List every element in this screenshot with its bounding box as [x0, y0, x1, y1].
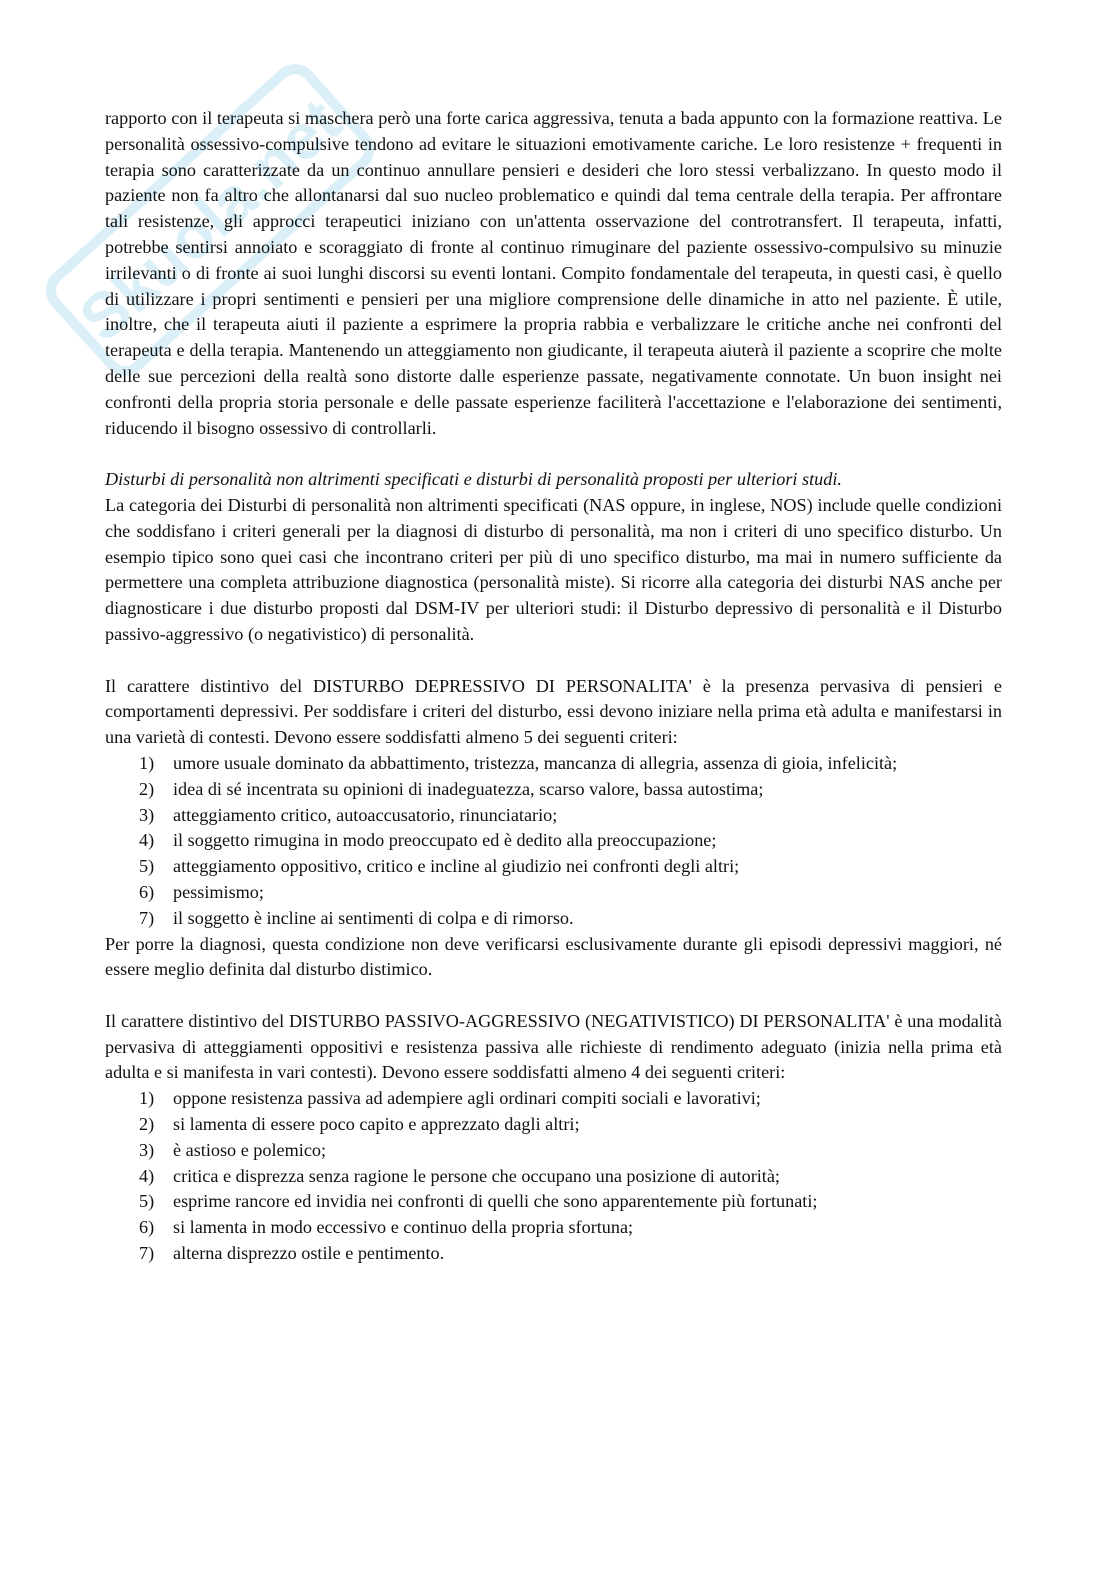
criteria-list-passivo-aggressivo: [105, 1086, 1002, 1267]
list-item: 5) atteggiamento oppositivo, critico e incline al giudizio nei confronti degli altri;: [139, 856, 740, 877]
document-page: [105, 106, 1002, 1267]
paragraph-passivo-aggressivo-intro: Il carattere distintivo del DISTURBO PASSIVO-AGGRESSIVO (NEGATIVISTICO) DI PERSONALITA' è una modalità pervasiva di atteggiamenti oppositivi e resistenza passiva alle richieste di rendimento adeguato (inizia nella prima età adulta e si manifesta in vari contesti). Devono essere soddisfatti almeno 4 dei seguenti criteri:: [105, 1010, 1002, 1083]
list-item: 7) il soggetto è incline ai sentimenti di colpa e di rimorso.: [139, 907, 574, 928]
paragraph-nas: La categoria dei Disturbi di personalità non altrimenti specificati (NAS oppure, in inglese, NOS) include quelle condizioni che soddisfano i criteri generali per la diagnosi di disturbo di personalità, ma non i criteri di uno specifico disturbo. Un esempio tipico sono quei casi che incontrano criteri per più di uno specifico disturbo, ma mai in numero sufficiente da permettere una completa attribuzione diagnostica (personalità miste). Si ricorre alla categoria dei disturbi NAS anche per diagnosticare i due disturbo proposti dal DSM-IV per ulteriori studi: il Disturbo depressivo di personalità e il Disturbo passivo-aggressivo (o negativistico) di personalità.: [105, 494, 1002, 644]
list-item: 5) esprime rancore ed invidia nei confronti di quelli che sono apparentemente più fortunati;: [139, 1191, 818, 1212]
list-item: 2) idea di sé incentrata su opinioni di inadeguatezza, scarso valore, bassa autostima;: [139, 778, 764, 799]
paragraph-depressivo-intro: Il carattere distintivo del DISTURBO DEPRESSIVO DI PERSONALITA' è la presenza pervasiva di pensieri e comportamenti depressivi. Per soddisfare i criteri del disturbo, essi devono iniziare nella prima età adulta e manifestarsi in una varietà di contesti. Devono essere soddisfatti almeno 5 dei seguenti criteri:: [105, 675, 1002, 748]
list-item: 2) si lamenta di essere poco capito e apprezzato dagli altri;: [139, 1114, 580, 1135]
list-item: 6) si lamenta in modo eccessivo e continuo della propria sfortuna;: [139, 1217, 634, 1238]
paragraph-depressivo-outro: Per porre la diagnosi, questa condizione non deve verificarsi esclusivamente durante gli episodi depressivi maggiori, né essere meglio definita dal disturbo distimico.: [105, 933, 1002, 980]
paragraph-ossessivo-therapy: rapporto con il terapeuta si maschera però una forte carica aggressiva, tenuta a bada appunto con la formazione reattiva. Le personalità ossessivo-compulsive tendono ad evitare le situazioni emotivamente cariche. Le loro resistenze + frequenti in terapia sono caratterizzate da un continuo annullare pensieri e desideri che loro stessi verbalizzano. In questo modo il paziente non fa altro che allontanarsi dal suo nucleo problematico e quindi dal tema centrale della terapia. Per affrontare tali resistenze, gli approcci terapeutici iniziano con un'attenta osservazione del controtransfert. Il terapeuta, infatti, potrebbe sentirsi annoiato e scoraggiato di fronte al continuo rimuginare del paziente ossessivo-compulsivo su minuzie irrilevanti o di fronte ai suoi lunghi discorsi su eventi lontani. Compito fondamentale del terapeuta, in questi casi, è quello di utilizzare i propri sentimenti e pensieri per una migliore comprensione delle dinamiche in atto nel paziente. È utile, inoltre, che il terapeuta aiuti il paziente a esprimere la propria rabbia e verbalizzare le critiche anche nei confronti del terapeuta e della terapia. Mantenendo un atteggiamento non giudicante, il terapeuta aiuterà il paziente a scoprire che molte delle sue percezioni della realtà sono distorte dalle esperienze passate, negativamente connotate. Un buon insight nei confronti della propria storia personale e delle passate esperienze faciliterà l'accettazione e l'elaborazione dei sentimenti, riducendo il bisogno ossessivo di controllarli.: [105, 108, 1002, 438]
list-item: 3) atteggiamento critico, autoaccusatorio, rinunciatario;: [139, 804, 558, 825]
list-item: 1) umore usuale dominato da abbattimento, tristezza, mancanza di allegria, assenza di gioia, infelicità;: [139, 752, 898, 773]
list-item: 3) è astioso e polemico;: [139, 1139, 327, 1160]
watermark-text: Skuola.net: [65, 84, 355, 356]
list-item: 7) alterna disprezzo ostile e pentimento.: [139, 1243, 445, 1264]
list-item: 6) pessimismo;: [139, 881, 264, 902]
criteria-list-depressivo: [105, 751, 1002, 932]
list-item: 1) oppone resistenza passiva ad adempiere agli ordinari compiti sociali e lavorativi;: [139, 1088, 761, 1109]
list-item: 4) critica e disprezza senza ragione le persone che occupano una posizione di autorità;: [139, 1165, 780, 1186]
section-heading-nas: Disturbi di personalità non altrimenti specificati e disturbi di personalità proposti per ulteriori studi.: [105, 469, 842, 490]
list-item: 4) il soggetto rimugina in modo preoccupato ed è dedito alla preoccupazione;: [139, 830, 717, 851]
